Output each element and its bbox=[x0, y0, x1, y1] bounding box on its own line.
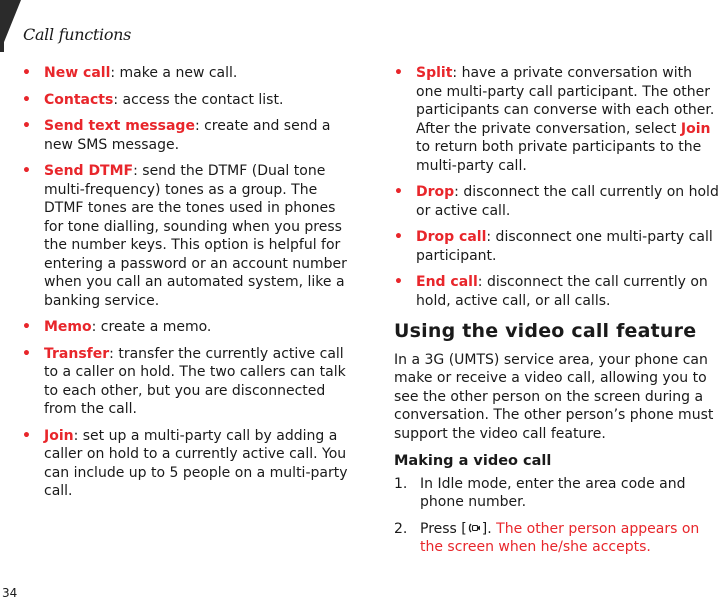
option-desc: : send the DTMF (Dual tone multi-frequency) tones as a group. The DTMF tones are the tones used in phones for tone dialling, sounding when you press the number keys. This option is helpful for entering a password or an account number when you call an automated system, like a banking service. bbox=[44, 163, 347, 309]
option-term: Drop call bbox=[416, 229, 487, 245]
option-desc: : make a new call. bbox=[110, 65, 238, 81]
steps-list bbox=[394, 475, 721, 557]
list-item bbox=[22, 117, 354, 154]
option-term: End call bbox=[416, 274, 478, 290]
list-item bbox=[394, 183, 721, 220]
option-term: Join bbox=[44, 427, 74, 444]
page-header-title: Call functions bbox=[23, 25, 132, 44]
section-heading: Using the video call feature bbox=[394, 320, 697, 342]
option-desc: : create a memo. bbox=[91, 319, 212, 335]
options-list-left bbox=[22, 64, 354, 501]
step-suffix: ]. bbox=[481, 520, 492, 537]
option-term: Send text message bbox=[44, 118, 195, 134]
list-item bbox=[22, 91, 354, 110]
list-item bbox=[394, 273, 721, 310]
option-term: Transfer bbox=[44, 345, 110, 362]
sub-heading: Making a video call bbox=[394, 453, 552, 469]
option-desc: : disconnect the call currently on hold, active call, or all calls. bbox=[416, 274, 708, 309]
step-item bbox=[394, 475, 721, 512]
bullet-icon: • bbox=[394, 184, 403, 200]
option-term: Send DTMF bbox=[44, 163, 134, 179]
step-text: In Idle mode, enter the area code and phone number. bbox=[420, 475, 686, 510]
step-result: The other person appears on the screen when he/she accepts. bbox=[420, 520, 700, 555]
option-desc: : disconnect the call currently on hold or active call. bbox=[416, 184, 719, 219]
list-item bbox=[394, 64, 721, 175]
option-desc: : create and send a new SMS message. bbox=[44, 118, 331, 153]
bullet-icon: • bbox=[22, 91, 31, 108]
page-number: 34 bbox=[2, 586, 18, 600]
inline-term: Join bbox=[680, 120, 711, 137]
step-number: 1. bbox=[394, 475, 408, 492]
list-item bbox=[22, 345, 354, 419]
bullet-icon: • bbox=[22, 118, 31, 134]
list-item bbox=[394, 228, 721, 265]
list-item bbox=[22, 64, 354, 83]
option-term: Split bbox=[416, 65, 453, 81]
step-prefix: Press [ bbox=[420, 520, 467, 537]
left-column bbox=[22, 64, 354, 509]
option-term: Contacts bbox=[44, 91, 114, 108]
option-desc: : have a private conversation with one multi-party call participant. The other participants can converse with each other. After the private conversation, select bbox=[416, 65, 715, 137]
option-desc: : set up a multi-party call by adding a caller on hold to a currently active call. You can include up to 5 people on a multi-party call. bbox=[44, 427, 348, 499]
right-column bbox=[394, 64, 721, 565]
list-item bbox=[22, 162, 354, 310]
option-term: Drop bbox=[416, 184, 455, 200]
section-paragraph: In a 3G (UMTS) service area, your phone can make or receive a video call, allowing you to see the other person on the screen during a conversation. The other person’s phone must support the video call feature. bbox=[394, 351, 714, 442]
option-desc-cont: to return both private participants to the multi-party call. bbox=[416, 139, 702, 174]
bullet-icon: • bbox=[22, 319, 31, 335]
option-term: Memo bbox=[44, 319, 92, 335]
option-term: New call bbox=[44, 65, 111, 81]
options-list-right bbox=[394, 64, 721, 310]
list-item bbox=[22, 427, 354, 501]
bullet-icon: • bbox=[22, 163, 31, 179]
bullet-icon: • bbox=[394, 229, 403, 245]
header-bar bbox=[0, 0, 21, 52]
bullet-icon: • bbox=[394, 65, 403, 81]
step-item bbox=[394, 520, 721, 557]
bullet-icon: • bbox=[22, 345, 31, 362]
video-call-key-icon bbox=[468, 522, 481, 534]
bullet-icon: • bbox=[394, 274, 403, 290]
option-desc: : access the contact list. bbox=[113, 91, 284, 108]
option-desc: : transfer the currently active call to a caller on hold. The two callers can talk to each other, but you are disconnected from the call. bbox=[44, 345, 346, 417]
bullet-icon: • bbox=[22, 65, 31, 81]
bullet-icon: • bbox=[22, 427, 31, 444]
option-desc: : disconnect one multi-party call participant. bbox=[416, 229, 713, 264]
list-item bbox=[22, 318, 354, 337]
step-number: 2. bbox=[394, 520, 408, 537]
